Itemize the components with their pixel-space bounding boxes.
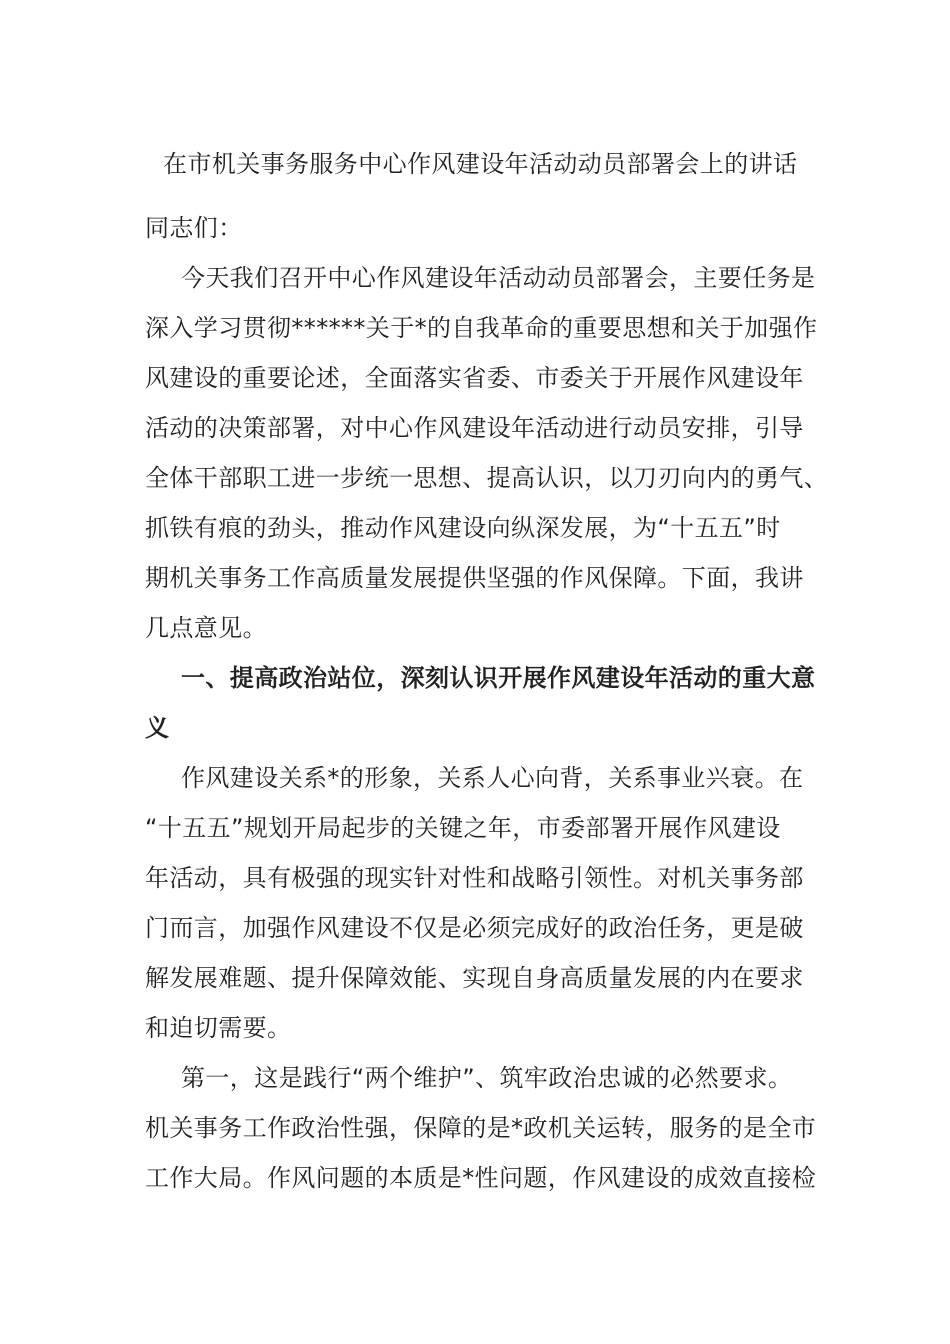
paragraph-line: 风建设的重要论述，全面落实省委、市委关于开展作风建设年 (145, 364, 804, 392)
section-heading: 一、提高政治站位，深刻认识开展作风建设年活动的重大意 (181, 664, 816, 692)
paragraph-line: 全体干部职工进一步统一思想、提高认识，以刀刃向内的勇气、 (145, 464, 829, 492)
paragraph-line: 年活动，具有极强的现实针对性和战略引领性。对机关事务部 (145, 864, 804, 892)
paragraph-line: 门而言，加强作风建设不仅是必须完成好的政治任务，更是破 (145, 914, 804, 942)
paragraph-line: “十五五”规划开局起步的关键之年，市委部署开展作风建设 (145, 814, 781, 842)
document-title: 在市机关事务服务中心作风建设年活动动员部署会上的讲话 (163, 150, 798, 178)
paragraph-line: 机关事务工作政治性强，保障的是*政机关运转，服务的是全市 (145, 1114, 817, 1142)
section-heading: 义 (145, 714, 170, 742)
paragraph-line: 深入学习贯彻******关于*的自我革命的重要思想和关于加强作 (145, 314, 818, 342)
paragraph-line: 抓铁有痕的劲头，推动作风建设向纵深发展，为“十五五”时 (145, 514, 781, 542)
paragraph-line: 作风建设关系*的形象，关系人心向背，关系事业兴衰。在 (181, 764, 804, 792)
paragraph-line: 活动的决策部署，对中心作风建设年活动进行动员安排，引导 (145, 414, 804, 442)
paragraph-line: 今天我们召开中心作风建设年活动动员部署会，主要任务是 (181, 264, 816, 292)
paragraph-line: 几点意见。 (145, 614, 267, 642)
salutation: 同志们： (145, 214, 243, 242)
paragraph-line: 工作大局。作风问题的本质是*性问题，作风建设的成效直接检 (145, 1164, 817, 1192)
paragraph-line: 期机关事务工作高质量发展提供坚强的作风保障。下面，我讲 (145, 564, 804, 592)
paragraph-line: 解发展难题、提升保障效能、实现自身高质量发展的内在要求 (145, 964, 804, 992)
paragraph-line: 和迫切需要。 (145, 1014, 292, 1042)
paragraph-line: 第一，这是践行“两个维护”、筑牢政治忠诚的必然要求。 (181, 1064, 793, 1092)
